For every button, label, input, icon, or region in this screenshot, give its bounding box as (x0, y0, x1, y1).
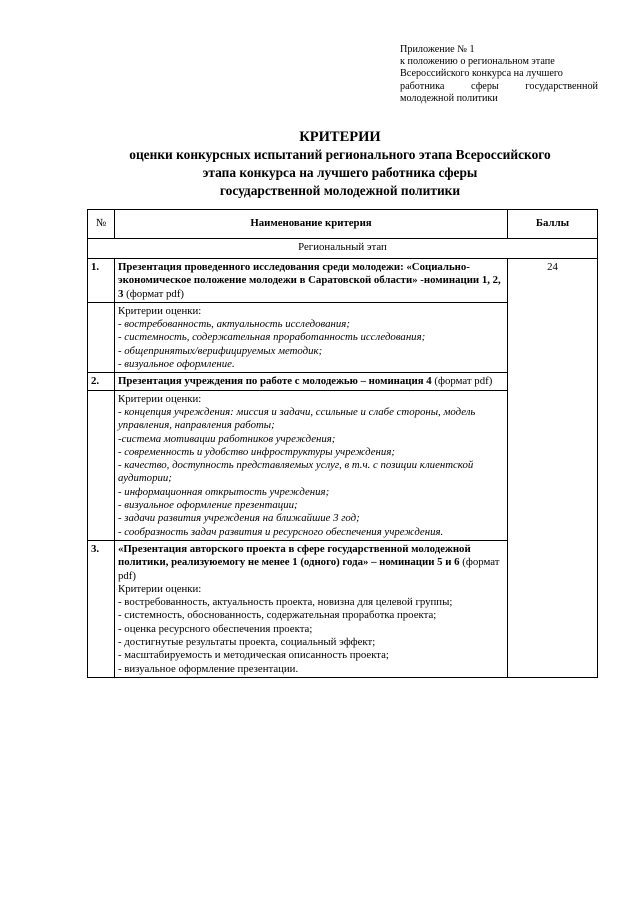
criteria-item: - сообразность задач развития и ресурсного обеспечения учреждения. (118, 525, 444, 538)
appendix-note (400, 44, 598, 105)
document-subtitle-3: государственной молодежной политики (219, 183, 461, 198)
appendix-line-3: Всероссийского конкурса на лучшего (400, 68, 563, 80)
table-header-row (88, 210, 598, 239)
document-heading (80, 128, 600, 200)
item-number: 2. (88, 373, 115, 390)
criteria-item: - общепринятых/верифицируемых методик; (118, 344, 323, 357)
criteria-table (87, 209, 598, 678)
criteria-item: - качество, доступность представляемых услуг, в т.ч. с позиции клиентской аудитории; (118, 459, 474, 485)
criteria-item: - масштабируемость и методическая описанность проекта; (118, 649, 389, 662)
item-format: (формат pdf) (123, 287, 185, 300)
criteria-item: - востребованность, актуальность исследования; (118, 318, 350, 331)
criteria-item: - визуальное оформление презентации; (118, 499, 298, 512)
item-title: Презентация учреждения по работе с молодежью – номинация 4 (118, 375, 432, 388)
item-format: (формат pdf) (118, 556, 500, 582)
criteria-cell (115, 390, 508, 540)
criteria-item: - системность, содержательная проработанность исследования; (118, 331, 426, 344)
empty-cell (88, 302, 115, 372)
item-number: 3. (88, 540, 115, 677)
criteria-item: - современность и удобство инфроструктуры учреждения; (118, 445, 395, 458)
criteria-item: - востребованность, актуальность проекта, новизна для целевой группы; (118, 596, 453, 609)
document-subtitle-1: оценки конкурсных испытаний регионального этапа Всероссийского (129, 147, 551, 162)
header-num: № (88, 210, 115, 239)
criteria-label: Критерии оценки: (118, 304, 202, 317)
appendix-line-1: Приложение № 1 (400, 44, 475, 55)
item-title-cell (115, 540, 508, 677)
criteria-label: Критерии оценки: (118, 392, 202, 405)
criteria-cell (115, 302, 508, 372)
criteria-item: - задачи развития учреждения на ближайшие 3 год; (118, 512, 360, 525)
empty-cell (88, 390, 115, 540)
score-value: 24 (508, 259, 598, 678)
item-title: «Презентация авторского проекта в сфере государственной молодежной политики, реализуюемогу не менее 1 (одного) года» – номинации 5 и 6 (118, 542, 471, 569)
item-number: 1. (88, 259, 115, 303)
stage-row (88, 239, 598, 259)
document-title: КРИТЕРИИ (299, 129, 381, 145)
criteria-item: - достигнутые результаты проекта, социальный эффект; (118, 636, 376, 649)
item-format: (формат pdf) (431, 375, 493, 388)
criteria-label: Критерии оценки: (118, 582, 202, 595)
item-title-cell (115, 373, 508, 390)
stage-label: Региональный этап (88, 239, 598, 259)
appendix-line-5: молодежной политики (400, 92, 498, 104)
item-title: Презентация проведенного исследования среди молодежи: «Социально-экономическое положение молодежи в Саратовской области» -номинации 1, 2, 3 (118, 261, 501, 300)
criteria-item: - визуальное оформление. (118, 358, 235, 371)
criteria-item: - визуальное оформление презентации. (118, 662, 299, 675)
criteria-item: - информационная открытость учреждения; (118, 485, 330, 498)
criteria-item: - концепция учреждения: миссия и задачи, ссильные и слабе стороны, модель управления, направления работы; (118, 405, 476, 432)
item-title-cell (115, 259, 508, 303)
header-name: Наименование критерия (115, 210, 508, 239)
document-subtitle-2: этапа конкурса на лучшего работника сферы (202, 165, 478, 180)
table-row (88, 259, 598, 303)
criteria-item: - системность, обоснованность, содержательная проработка проекта; (118, 609, 437, 622)
header-score: Баллы (508, 210, 598, 239)
appendix-line-2: к положению о региональном этапе (400, 56, 555, 68)
criteria-item: - оценка ресурсного обеспечения проекта; (118, 622, 313, 635)
criteria-item: -система мотивации работников учреждения; (118, 432, 336, 445)
appendix-line-4: работника сферы государственной (400, 80, 598, 92)
